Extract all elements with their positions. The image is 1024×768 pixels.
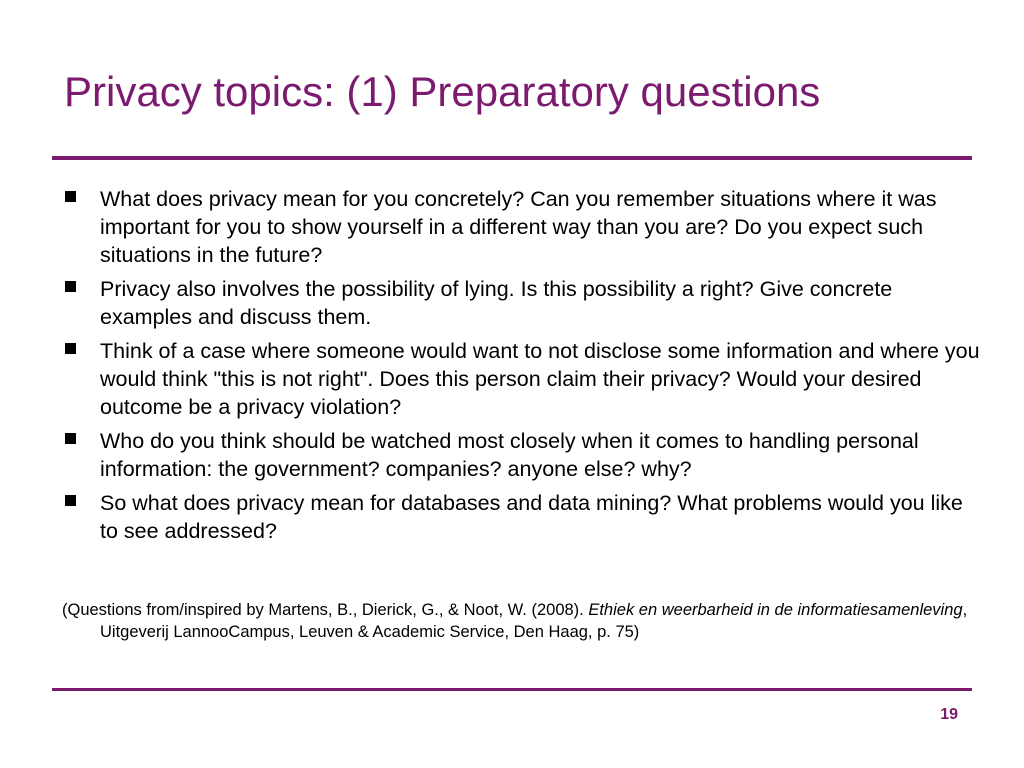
list-item-text: So what does privacy mean for databases and data mining? What problems would you like to see addressed? bbox=[100, 491, 963, 543]
square-bullet-icon bbox=[65, 191, 76, 202]
list-item bbox=[62, 337, 982, 421]
footer-divider bbox=[52, 688, 972, 691]
list-item bbox=[62, 489, 982, 545]
page-number: 19 bbox=[940, 706, 958, 723]
slide-title: Privacy topics: (1) Preparatory questions bbox=[64, 68, 821, 115]
question-list bbox=[62, 185, 982, 551]
citation-book-title: Ethiek en weerbarheid in de informatiesamenleving bbox=[588, 601, 963, 619]
list-item-text: Privacy also involves the possibility of lying. Is this possibility a right? Give concrete examples and discuss them. bbox=[100, 277, 893, 329]
list-item bbox=[62, 427, 982, 483]
list-item-text: Who do you think should be watched most closely when it comes to handling personal information: the government? companies? anyone else? why? bbox=[100, 429, 919, 481]
list-item bbox=[62, 185, 982, 269]
source-citation bbox=[62, 599, 1010, 643]
list-item bbox=[62, 275, 982, 331]
square-bullet-icon bbox=[65, 433, 76, 444]
list-item-text: What does privacy mean for you concretely? Can you remember situations where it was important for you to show yourself in a different way than you are? Do you expect such situations in the future? bbox=[100, 187, 937, 267]
square-bullet-icon bbox=[65, 281, 76, 292]
square-bullet-icon bbox=[65, 495, 76, 506]
square-bullet-icon bbox=[65, 343, 76, 354]
citation-prefix: (Questions from/inspired by Martens, B., Dierick, G., & Noot, W. (2008). bbox=[62, 601, 589, 619]
title-divider bbox=[52, 156, 972, 160]
list-item-text: Think of a case where someone would want to not disclose some information and where you would think "this is not right". Does this person claim their privacy? Would your desired outcome be a privacy violation? bbox=[100, 339, 980, 419]
citation-suffix: , Uitgeverij LannooCampus, Leuven & Academic Service, Den Haag, p. 75) bbox=[100, 601, 968, 641]
